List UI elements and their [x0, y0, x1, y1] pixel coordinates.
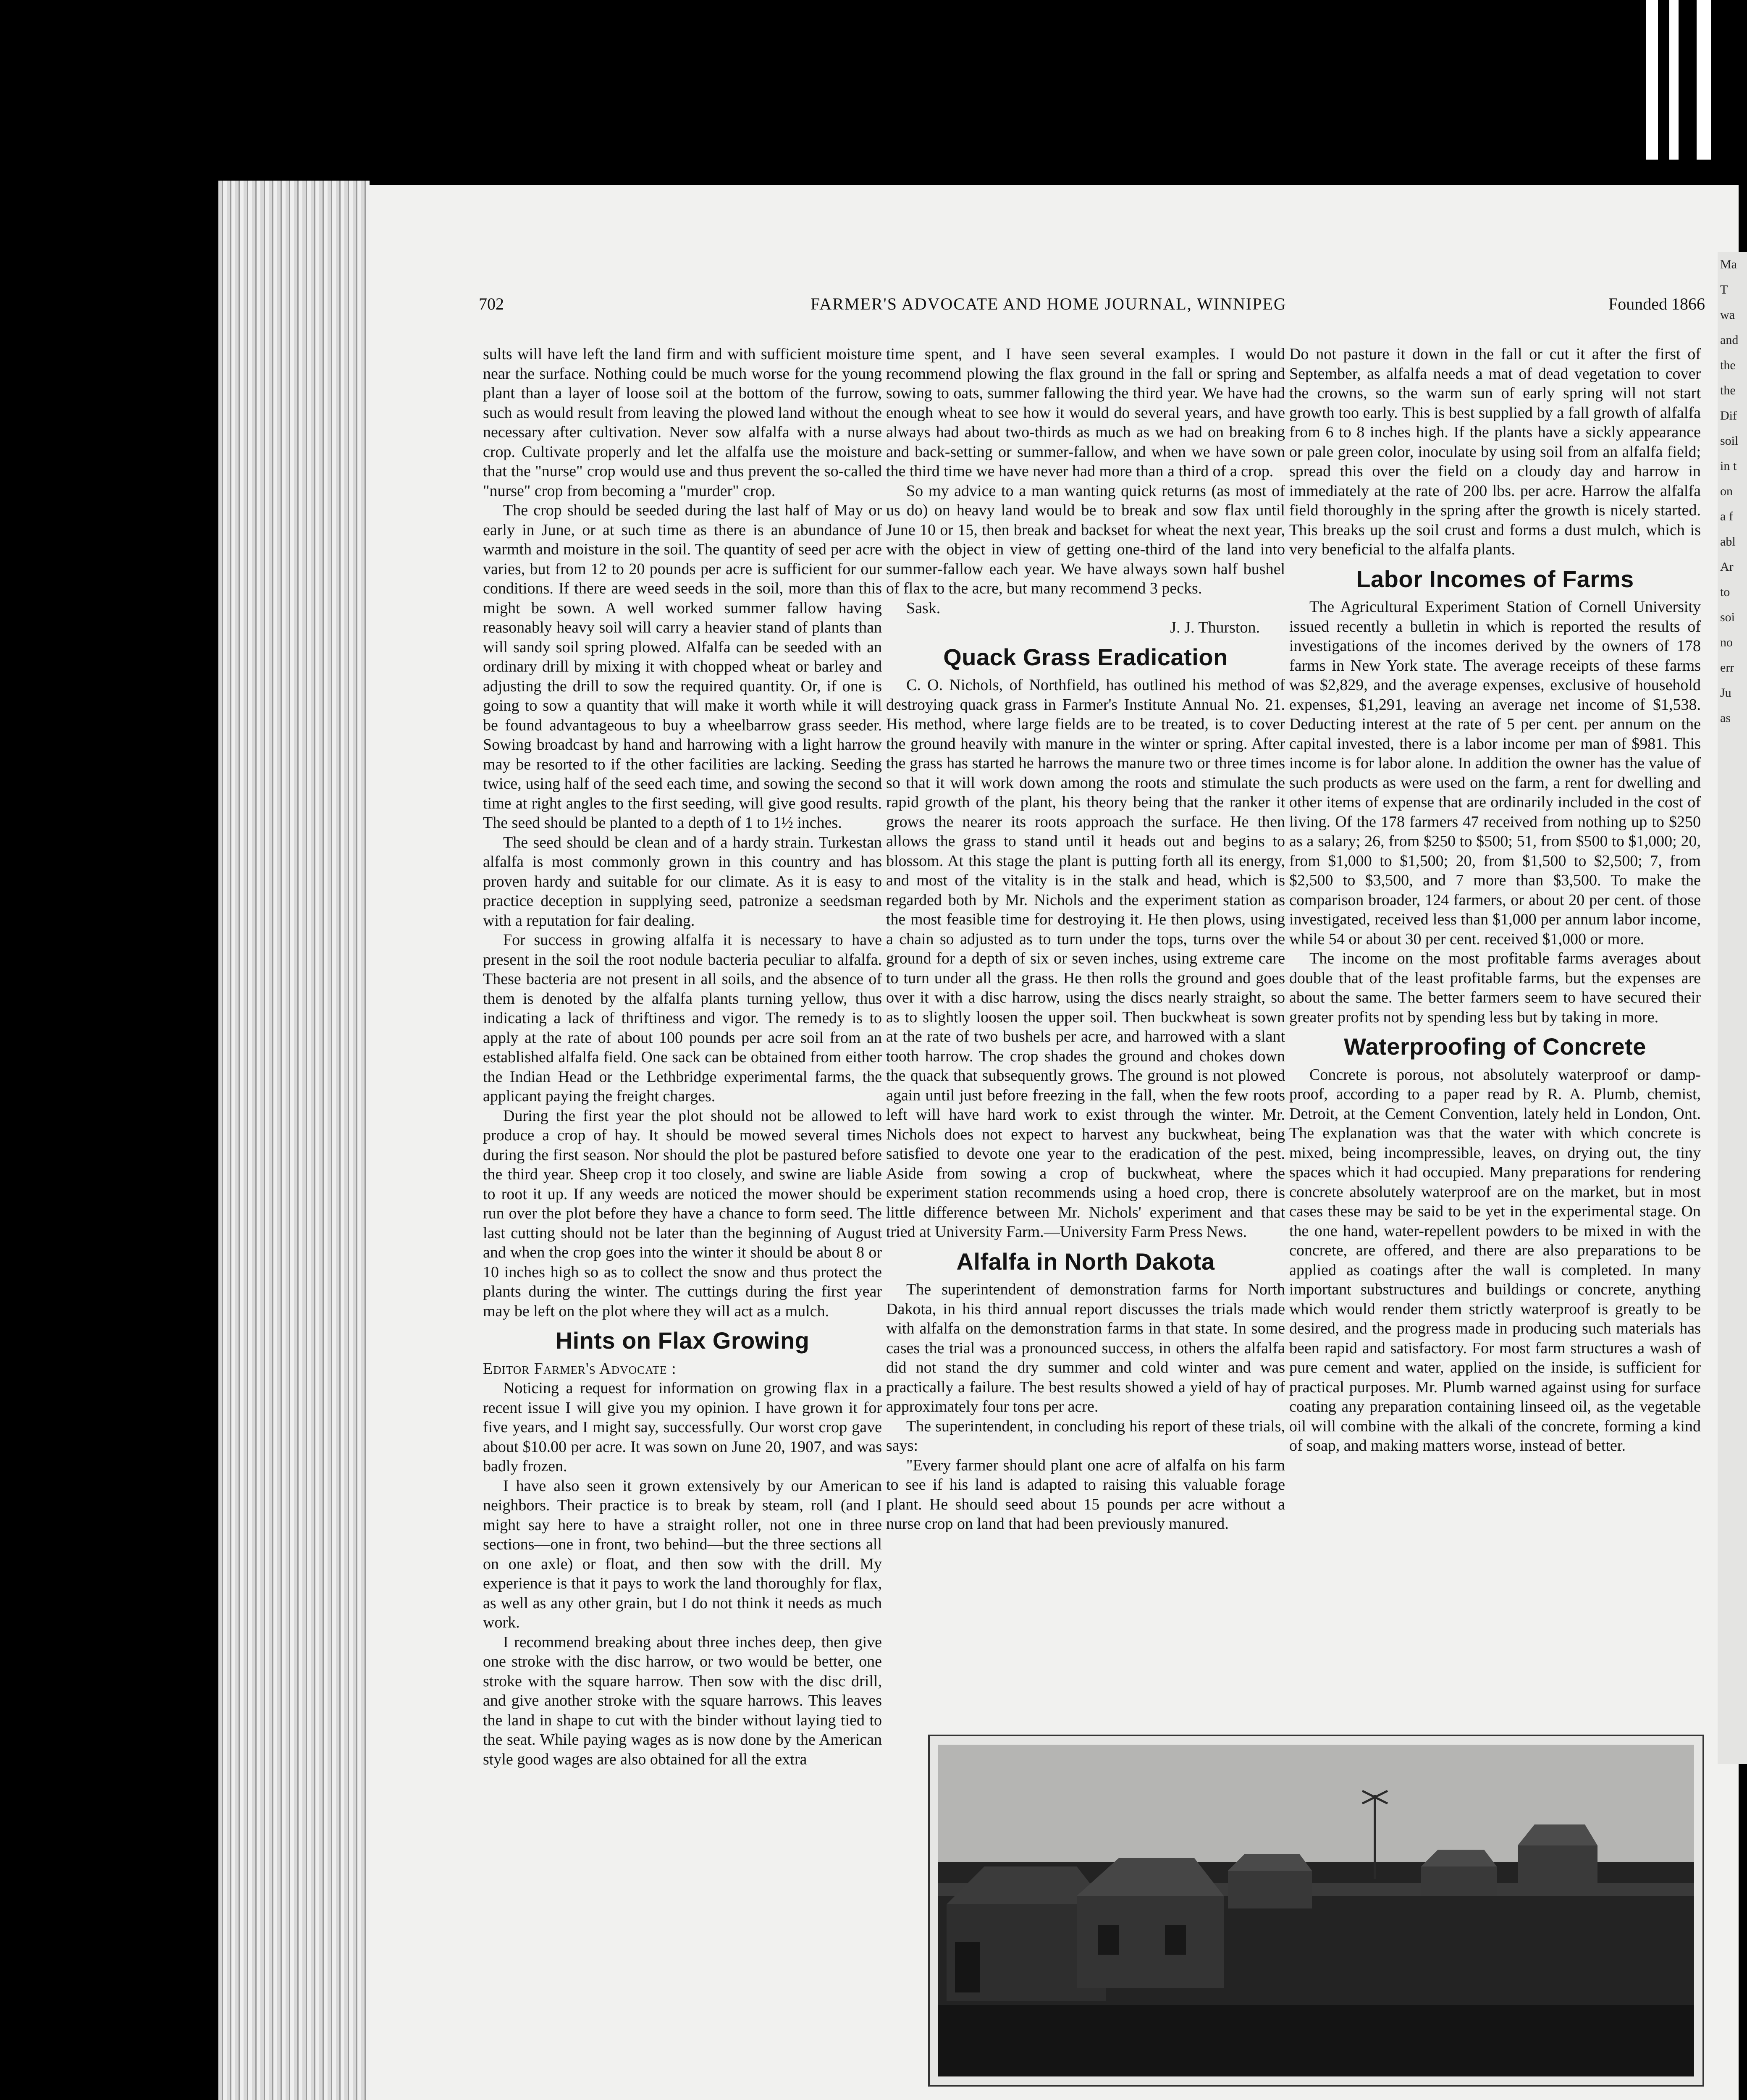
farm-buildings-illustration	[938, 1745, 1694, 2076]
right-page-snippet: Ma	[1720, 257, 1737, 271]
editor-salutation: Editor Farmer's Advocate :	[483, 1360, 677, 1378]
right-page-snippet: T	[1720, 283, 1728, 297]
column-2	[886, 344, 1285, 1534]
white-bar-2	[1669, 0, 1679, 160]
journal-title: FARMER'S ADVOCATE AND HOME JOURNAL, WINNIPEG	[811, 294, 1287, 313]
paragraph: During the first year the plot should not be allowed to produce a crop of hay. It should be mowed several times during the first season. Nor should the plot be pastured before the third year. Sheep crop it too closely, and swine are liable to root it up. If any weeds are noticed the mower should be run over the plot before they have a chance to form seed. The last cutting should not be later than the beginning of August and when the crop goes into the winter it should be about 8 or 10 inches high so as to collect the snow and thus protect the plants during the winter. The cuttings during the first year may be left on the plot where they will act as a mulch.	[483, 1107, 882, 1320]
photo-frame	[928, 1735, 1704, 2087]
paragraph: Concrete is porous, not absolutely waterproof or damp-proof, according to a paper read by R. A. Plumb, chemist, Detroit, at the Cement Convention, lately held in London, Ont. The explanation was that the water with which concrete is mixed, being incompressible, leaves, on drying out, the tiny spaces which it had occupied. Many preparations for rendering concrete absolutely waterproof are on the market, but in most cases these may be said to be yet in the experimental stage. On the one hand, water-repellent powders to be mixed in with the concrete, are offered, and there are also preparations to be applied as coatings after the wall is completed. In many important substructures and buildings or concrete, anything which would render them strictly waterproof is greatly to be desired, and the progress made in producing such materials has been rapid and satisfactory. For most farm structures a wash of pure cement and water, applied on the inside, is sufficient for practical purposes. Mr. Plumb warned against using for surface coating any preparation containing linseed oil, as the vegetable oil will combine with the alkali of the concrete, forming a kind of soap, and making matters worse, instead of better.	[1289, 1066, 1701, 1454]
right-page-snippet: err	[1720, 661, 1734, 675]
signature: J. J. Thurston.	[1170, 619, 1260, 636]
paragraph: "Every farmer should plant one acre of alfalfa on his farm to see if his land is adapted to raising this valuable forage plant. He should seed about 15 pounds per acre without a nurse crop on land that had been previously manured.	[886, 1456, 1285, 1533]
farm-buildings-photo	[938, 1745, 1694, 2076]
founded-note: Founded 1866	[1608, 294, 1705, 313]
white-bar-1	[1646, 0, 1658, 160]
column-3	[1289, 344, 1701, 1456]
article-heading: Hints on Flax Growing	[555, 1327, 810, 1354]
right-page-snippet: on	[1720, 484, 1733, 498]
paragraph: sults will have left the land firm and with sufficient moisture near the surface. Nothing could be much worse for the young plant than a layer of loose soil at the bottom of the furrow, such as would result from leaving the plowed land without the necessary after cultivation. Never sow alfalfa with a nurse crop. Cultivate properly and let the alfalfa use the moisture that the "nurse" crop would use and thus prevent the so-called "nurse" crop from becoming a "murder" crop.	[483, 345, 882, 500]
article-heading: Alfalfa in North Dakota	[956, 1248, 1215, 1275]
paragraph: The income on the most profitable farms averages about double that of the least profitable farms, but the expenses are about the same. The better farmers seem to have secured their greater profits not by spending less but by taking in more.	[1289, 950, 1701, 1026]
paragraph: The seed should be clean and of a hardy strain. Turkestan alfalfa is most commonly grown in this country and has proven hardy and suitable for our climate. As it is easy to practice deception in supplying seed, patronize a seedsman with a reputation for fair dealing.	[483, 833, 882, 929]
right-page-snippet: a f	[1720, 509, 1733, 523]
paragraph: Noticing a request for information on growing flax in a recent issue I will give you my opinion. I have grown it for five years, and I might say, successfully. Our worst crop gave about $10.00 per acre. It was sown on June 20, 1907, and was badly frozen.	[483, 1379, 882, 1475]
article-heading: Waterproofing of Concrete	[1344, 1033, 1646, 1060]
right-page-snippet: no	[1720, 635, 1733, 649]
article-heading: Quack Grass Eradication	[943, 643, 1228, 670]
right-page-snippet: the	[1720, 383, 1736, 397]
paragraph: For success in growing alfalfa it is necessary to have present in the soil the root nodule bacteria peculiar to alfalfa. These bacteria are not present in all soils, and the absence of them is denoted by the alfalfa plants turning yellow, thus indicating a lack of thriftiness and vigor. The remedy is to apply at the rate of about 100 pounds per acre soil from an established alfalfa field. One sack can be obtained from either the Indian Head or the Lethbridge experimental farms, the applicant paying the freight charges.	[483, 931, 882, 1105]
right-page-snippet: wa	[1720, 308, 1735, 322]
place-line: Sask.	[906, 599, 941, 617]
right-page-snippet: soi	[1720, 610, 1735, 624]
right-page-snippet: abl	[1720, 535, 1736, 549]
book-page-stack	[218, 181, 370, 2100]
right-page-snippet: in t	[1720, 459, 1737, 473]
paragraph: The superintendent of demonstration farms for North Dakota, in his third annual report discusses the trials made with alfalfa on the demonstration farms in that state. In some cases the trial was a pronounced success, in others the alfalfa did not stand the dry summer and cold winter and was practically a failure. The best results showed a yield of hay of approximately four tons per acre.	[886, 1281, 1285, 1415]
page-header	[479, 294, 1705, 319]
column-1	[483, 344, 882, 1769]
paragraph: The superintendent, in concluding his report of these trials, says:	[886, 1417, 1285, 1454]
right-page-strip	[1718, 252, 1747, 1764]
paragraph: So my advice to a man wanting quick returns (as most of us do) on heavy land would be to break and sow flax until June 10 or 15, then break and backset for wheat the next year, with the object in view of getting one-third of the land into summer-fallow each year. We have always sown half bushel of flax to the acre, but many recommend 3 pecks.	[886, 482, 1285, 597]
article-heading: Labor Incomes of Farms	[1356, 565, 1634, 592]
paragraph: I have also seen it grown extensively by our American neighbors. Their practice is to break by steam, roll (and I might say here to have a straight roller, not one in three sections—one in front, two behind—but the three sections all on one axle) or float, and then sow with the drill. My experience is that it pays to work the land thoroughly for flax, as well as any other grain, but I do not think it needs as much work.	[483, 1477, 882, 1631]
right-page-snippet: as	[1720, 711, 1731, 725]
right-page-snippet: the	[1720, 358, 1736, 372]
paragraph: time spent, and I have seen several examples. I would recommend plowing the flax ground in the fall or spring and sowing to oats, summer fallowing the third year. We have had enough wheat to see how it would do several years, and have always had about two-thirds as much as we had on breaking and back-setting or summer-fallow, and when we have sown the third time we have never had more than a third of a crop.	[886, 345, 1285, 480]
page-number: 702	[479, 294, 504, 313]
right-page-snippet: Ju	[1720, 686, 1731, 700]
paragraph: C. O. Nichols, of Northfield, has outlined his method of destroying quack grass in Farmer's Institute Annual No. 21. His method, where large fields are to be treated, is to cover the ground heavily with manure in the winter or spring. After the grass has started he harrows the manure two or three times so that it will work down among the roots and stimulate the rapid growth of the plant, his theory being that the ranker it grows the nearer its roots approach the surface. He then allows the grass to stand until it heads out and begins to blossom. At this stage the plant is putting forth all its energy, and most of the vitality is in the stalk and head, which is regarded both by Mr. Nichols and the experiment station as the most feasible time for destroying it. He then plows, using a chain so adjusted as to turn under the tops, turns over the ground for a depth of six or seven inches, using extreme care to turn under all the grass. He then rolls the ground and goes over it with a disc harrow, using the discs nearly straight, so as to slightly loosen the upper soil. Then buckwheat is sown at the rate of two bushels per acre, and harrowed with a slant tooth harrow. The crop shades the ground and chokes down the quack that subsequently grows. The ground is not plowed again until just before freezing in the fall, when the few roots left will have hard work to exist through the winter. Mr. Nichols does not expect to harvest any buckwheat, being satisfied to devote one year to the eradication of the pest. Aside from sowing a crop of buckwheat, where the experiment station recommends using a hoed crop, there is little difference between Mr. Nichols' experiment and that tried at University Farm.—University Farm Press News.	[886, 676, 1285, 1241]
right-page-snippet: soil	[1720, 434, 1739, 448]
paragraph: I recommend breaking about three inches deep, then give one stroke with the disc harrow, or two would be better, one stroke with the square harrow. Then sow with the disc drill, and give another stroke with the square harrows. This leaves the land in shape to cut with the binder without laying tied to the seat. While paying wages as is now done by the American style good wages are also obtained for all the extra	[483, 1633, 882, 1768]
paragraph: The crop should be seeded during the last half of May or early in June, or at such time as there is an abundance of warmth and moisture in the soil. The quantity of seed per acre varies, but from 12 to 20 pounds per acre is sufficient for our conditions. If there are weed seeds in the soil, more than this might be sown. A well worked summer fallow having reasonably heavy soil will carry a heavier stand of plants than will sandy soil spring plowed. Alfalfa can be seeded with an ordinary drill by mixing it with chopped wheat or barley and adjusting the drill to sow the required quantity. Or, if one is going to sow a quantity that will make it worth while it will be found advantageous to buy a wheelbarrow grass seeder. Sowing broadcast by hand and harrowing with a light harrow may be resorted to if the other facilities are lacking. Seeding twice, using half of the seed each time, and sowing the second time at right angles to the first seeding, will give good results. The seed should be planted to a depth of 1 to 1½ inches.	[483, 501, 882, 832]
paragraph: Do not pasture it down in the fall or cut it after the first of September, as alfalfa needs a mat of dead vegetation to cover the crowns, so the warm sun of early spring will not start growth too early. This is best supplied by a fall growth of alfalfa from 6 to 8 inches high. If the plants have a sickly appearance or pale green color, inoculate by using soil from an alfalfa field; spread this over the field on a cloudy day and harrow in immediately at the rate of 200 lbs. per acre. Harrow the alfalfa field thoroughly in the spring after the growth is nicely started. This breaks up the soil crust and forms a dust mulch, which is very beneficial to the alfalfa plants.	[1289, 345, 1701, 558]
right-page-snippet: Dif	[1720, 409, 1737, 423]
right-page-snippet: and	[1720, 333, 1739, 347]
paragraph: The Agricultural Experiment Station of Cornell University issued recently a bulletin in which is reported the results of investigations of the incomes derived by the owners of 178 farms in New York state. The average receipts of these farms was $2,829, and the average expenses, exclusive of household expenses, $1,291, leaving an average net income of $1,538. Deducting interest at the rate of 5 per cent. per annum on the capital invested, there is a labor income per man of $981. This income is for labor alone. In addition the owner has the value of such products as were used on the farm, a rent for dwelling and other items of expense that are ordinarily included in the cost of living. Of the 178 farmers 47 received from nothing up to $250 as a salary; 26, from $250 to $500; 51, from $500 to $1,000; 20, from $1,000 to $1,500; 20, from $1,500 to $2,500; 7, from $2,500 to $3,500, and 7 more than $3,500. To make the comparison broader, 124 farmers, or about 20 per cent. of those investigated, received less than $1,000 per annum labor income, while 54 or about 30 per cent. received $1,000 or more.	[1289, 598, 1701, 948]
right-page-snippet: Ar	[1720, 560, 1734, 574]
right-page-snippet: to	[1720, 585, 1730, 599]
white-bar-3	[1697, 0, 1711, 160]
